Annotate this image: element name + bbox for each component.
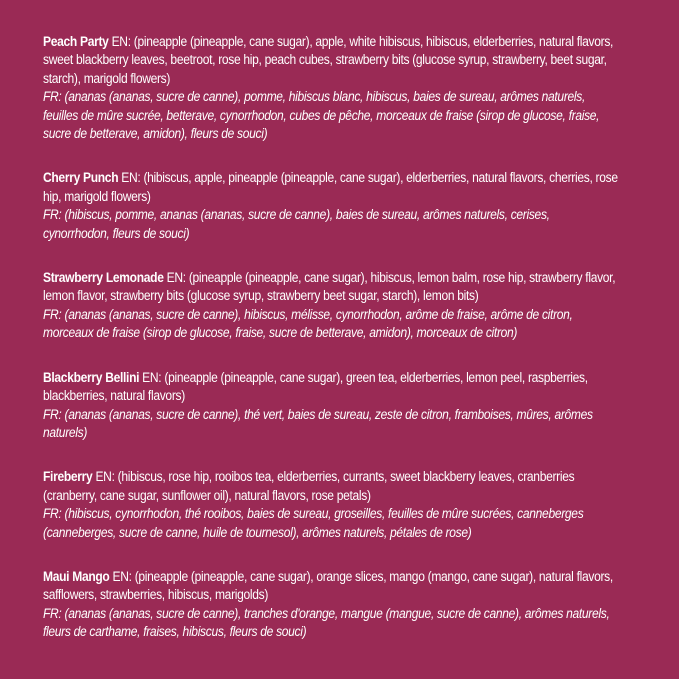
- fr-text: (ananas (ananas, sucre de canne), pomme, hibiscus blanc, hibiscus, baies de sureau, arômes naturels, feuilles de mûre sucrée, betterave, cynorrhodon, cubes de pêche, morceaux de fraise (sirop de glucose, fraise, sucre de betterave, amidon), fleurs de souci): [43, 89, 600, 142]
- entry-fireberry: [43, 468, 619, 542]
- product-name: Fireberry: [43, 469, 93, 485]
- en-text: (pineapple (pineapple, cane sugar), green tea, elderberries, lemon peel, raspberries, blackberries, natural flavors): [43, 369, 588, 404]
- french-ingredients: [43, 206, 619, 243]
- french-ingredients: [43, 88, 619, 143]
- entry-blackberry-bellini: [43, 369, 619, 443]
- fr-text: (hibiscus, pomme, ananas (ananas, sucre de canne), baies de sureau, arômes naturels, cerises, cynorrhodon, fleurs de souci): [43, 207, 550, 241]
- en-prefix: EN:: [121, 170, 141, 186]
- en-text: (pineapple (pineapple, cane sugar), orange slices, mango (mango, cane sugar), natural flavors, safflowers, strawberries, hibiscus, marigolds): [43, 568, 613, 603]
- product-name: Strawberry Lemonade: [43, 270, 164, 286]
- en-prefix: EN:: [166, 270, 186, 286]
- fr-text: (ananas (ananas, sucre de canne), tranches d'orange, mangue (mangue, sucre de canne), arômes naturels, fleurs de carthame, fraises, hibiscus, fleurs de souci): [43, 605, 610, 640]
- french-ingredients: [43, 306, 619, 343]
- english-ingredients: [43, 369, 619, 406]
- fr-prefix: FR:: [43, 506, 62, 522]
- english-ingredients: [43, 33, 619, 88]
- fr-text: (ananas (ananas, sucre de canne), thé vert, baies de sureau, zeste de citron, framboises, mûres, arômes naturels): [43, 406, 593, 440]
- entry-peach-party: [43, 33, 619, 143]
- fr-prefix: FR:: [43, 406, 62, 422]
- product-name: Peach Party: [43, 34, 109, 49]
- en-prefix: EN:: [112, 568, 132, 584]
- fr-prefix: FR:: [43, 89, 62, 105]
- fr-text: (hibiscus, cynorrhodon, thé rooibos, baies de sureau, groseilles, feuilles de mûre sucrées, canneberges (canneberges, sucre de canne, huile de tournesol), arômes naturels, pétales de rose): [43, 506, 584, 540]
- french-ingredients: [43, 605, 619, 642]
- en-text: (pineapple (pineapple, cane sugar), hibiscus, lemon balm, rose hip, strawberry flavor, lemon flavor, strawberry bits (glucose syrup, strawberry beet sugar, starch), lemon bits): [43, 270, 616, 304]
- en-prefix: EN:: [142, 369, 162, 385]
- en-text: (hibiscus, rose hip, rooibos tea, elderberries, currants, sweet blackberry leaves, cranberries (cranberry, cane sugar, sunflower oil), natural flavors, rose petals): [43, 469, 575, 503]
- english-ingredients: [43, 269, 619, 306]
- fr-prefix: FR:: [43, 207, 62, 223]
- product-name: Maui Mango: [43, 568, 110, 584]
- product-name: Blackberry Bellini: [43, 369, 140, 385]
- entry-cherry-punch: [43, 169, 619, 243]
- product-name: Cherry Punch: [43, 170, 119, 186]
- french-ingredients: [43, 406, 619, 443]
- en-prefix: EN:: [111, 34, 131, 49]
- english-ingredients: [43, 468, 619, 505]
- en-text: (pineapple (pineapple, cane sugar), apple, white hibiscus, hibiscus, elderberries, natural flavors, sweet blackberry leaves, beetroot, rose hip, peach cubes, strawberry bits (glucose syrup, strawberry, beet sugar, starch), marigold flowers): [43, 34, 614, 86]
- french-ingredients: [43, 505, 619, 542]
- entry-strawberry-lemonade: [43, 269, 619, 343]
- entry-maui-mango: [43, 568, 619, 642]
- fr-text: (ananas (ananas, sucre de canne), hibiscus, mélisse, cynorrhodon, arôme de fraise, arôme de citron, morceaux de fraise (sirop de glucose, fraise, sucre de betterave, amidon), morceaux de citron): [43, 306, 573, 341]
- english-ingredients: [43, 568, 619, 605]
- en-text: (hibiscus, apple, pineapple (pineapple, cane sugar), elderberries, natural flavors, cherries, rose hip, marigold flowers): [43, 170, 618, 204]
- fr-prefix: FR:: [43, 605, 62, 621]
- en-prefix: EN:: [95, 469, 115, 485]
- fr-prefix: FR:: [43, 306, 62, 322]
- english-ingredients: [43, 169, 619, 206]
